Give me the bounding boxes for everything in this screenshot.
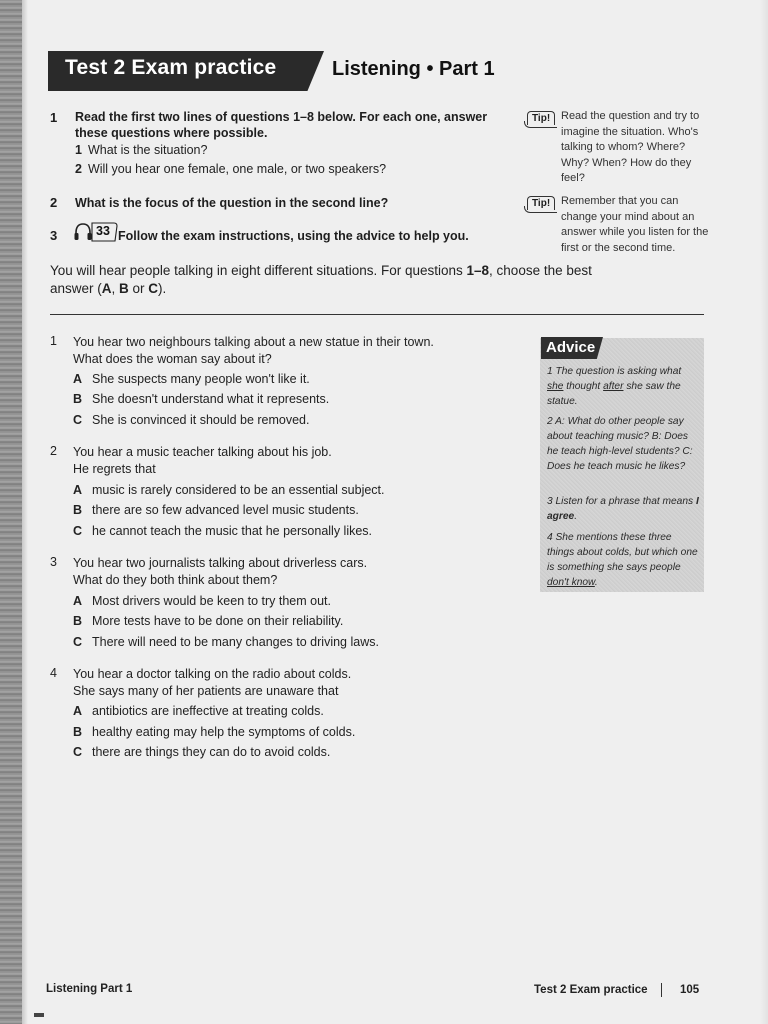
advice-text: she saw the statue. — [547, 381, 681, 407]
question-line: She says many of her patients are unaware that — [73, 684, 339, 698]
banner-title: Test 2 Exam practice — [65, 56, 277, 79]
option-text: music is rarely considered to be an essential subject. — [92, 483, 385, 497]
option-letter: B — [73, 503, 83, 517]
option-text: Most drivers would be keen to try them out. — [92, 594, 331, 608]
answer-option[interactable] — [73, 372, 310, 386]
audio-track-number: 33 — [96, 224, 110, 238]
question-3 — [50, 555, 520, 655]
instruction-number: 3 — [50, 228, 58, 243]
question-line: He regrets that — [73, 462, 156, 476]
question-line: What do they both think about them? — [73, 573, 278, 587]
question-number: 3 — [50, 555, 57, 569]
question-line: You hear two neighbours talking about a new statue in their town. — [73, 335, 434, 349]
advice-item-2: 2 A: What do other people say about teaching music? B: Does he teach high-level students? C: Does he teach music he likes? — [547, 416, 693, 472]
book-spine-shadow — [0, 0, 22, 1024]
option-text: antibiotics are ineffective at treating colds. — [92, 704, 324, 718]
question-number: 4 — [50, 666, 57, 680]
option-letter: C — [73, 413, 83, 427]
advice-text: . — [574, 511, 578, 522]
answer-option[interactable] — [73, 614, 343, 628]
intro-text: You will hear people talking in eight different situations. For questions — [50, 263, 467, 278]
footer-test-label: Test 2 Exam practice — [534, 984, 648, 996]
option-letter: B — [73, 392, 83, 406]
question-line: You hear two journalists talking about driverless cars. — [73, 556, 368, 570]
option-letter: A — [73, 594, 83, 608]
answer-option[interactable] — [73, 392, 329, 406]
advice-item-1 — [547, 364, 699, 409]
instruction-subitem — [75, 143, 207, 157]
section-title: Listening • Part 1 — [332, 58, 495, 80]
advice-text: 4 She mentions these three things about colds, but which one is something she says people — [547, 532, 698, 573]
instruction-text: Follow the exam instructions, using the advice to help you. — [118, 229, 469, 243]
instruction-number: 1 — [50, 110, 58, 125]
tip-tag: Tip! — [527, 111, 555, 125]
option-text: he cannot teach the music that he personally likes. — [92, 524, 373, 538]
subitem-text: What is the situation? — [87, 143, 208, 157]
intro-option: B — [119, 281, 129, 296]
answer-option[interactable] — [73, 704, 324, 718]
answer-option[interactable] — [73, 745, 330, 759]
corner-mark — [34, 1013, 44, 1017]
option-text: There will need to be many changes to driving laws. — [92, 635, 379, 649]
advice-bold: I agree — [547, 496, 699, 522]
question-4 — [50, 666, 520, 766]
answer-option[interactable] — [73, 483, 385, 497]
intro-range: 1–8 — [466, 263, 490, 278]
advice-text: 1 The question is asking what — [547, 366, 682, 377]
option-letter: C — [73, 745, 83, 759]
option-text: there are things they can do to avoid colds. — [92, 745, 331, 759]
intro-text: , choose the best answer ( — [50, 263, 592, 296]
advice-text: thought — [563, 381, 604, 392]
answer-option[interactable] — [73, 524, 372, 538]
option-text: More tests have to be done on their reliability. — [92, 614, 344, 628]
option-letter: B — [73, 614, 83, 628]
question-line: You hear a doctor talking on the radio about colds. — [73, 667, 352, 681]
instruction-subitem — [75, 162, 386, 176]
tip-bracket — [524, 206, 557, 213]
footer-section-label: Listening Part 1 — [46, 983, 133, 995]
advice-underlined: after — [603, 381, 624, 392]
question-line: What does the woman say about it? — [73, 352, 272, 366]
intro-separator: or — [128, 281, 149, 296]
tip-text: Remember that you can change your mind about an answer while you listen for the first or the second time. — [561, 195, 709, 254]
instruction-text: What is the focus of the question in the second line? — [75, 196, 389, 210]
option-text: She is convinced it should be removed. — [92, 413, 310, 427]
intro-text: ). — [158, 281, 167, 296]
question-number: 2 — [50, 444, 57, 458]
question-2 — [50, 444, 520, 544]
advice-text: 3 Listen for a phrase that means — [547, 496, 696, 507]
advice-item-3 — [547, 494, 699, 524]
intro-separator: , — [111, 281, 120, 296]
answer-option[interactable] — [73, 503, 359, 517]
intro-option: C — [148, 281, 159, 296]
option-letter: A — [73, 704, 83, 718]
tip-tag: Tip! — [527, 196, 555, 210]
answer-option[interactable] — [73, 635, 379, 649]
instruction-text: Read the first two lines of questions 1–8 below. For each one, answer these questions where possible. — [75, 110, 488, 140]
advice-underlined: she — [547, 381, 564, 392]
answer-option[interactable] — [73, 725, 355, 739]
page-number: 105 — [680, 984, 700, 996]
exam-instructions-intro — [50, 262, 630, 298]
option-text: She suspects many people won't like it. — [92, 372, 310, 386]
option-text: healthy eating may help the symptoms of colds. — [92, 725, 356, 739]
instruction-number: 2 — [50, 195, 58, 210]
question-1 — [50, 334, 520, 434]
divider-line — [50, 314, 704, 315]
answer-option[interactable] — [73, 413, 310, 427]
subitem-number: 2 — [75, 162, 82, 176]
subitem-text: Will you hear one female, one male, or two speakers? — [87, 162, 387, 176]
advice-text: . — [594, 577, 598, 588]
advice-underlined: don't know — [547, 577, 595, 588]
option-letter: A — [73, 483, 83, 497]
option-text: there are so few advanced level music students. — [92, 503, 359, 517]
answer-option[interactable] — [73, 594, 331, 608]
question-line: You hear a music teacher talking about his job. — [73, 445, 332, 459]
advice-item-4 — [547, 530, 699, 590]
spine-edge — [22, 0, 28, 1024]
intro-option: A — [101, 281, 112, 296]
option-letter: C — [73, 524, 83, 538]
option-letter: A — [73, 372, 83, 386]
option-letter: B — [73, 725, 83, 739]
question-number: 1 — [50, 334, 57, 348]
headphones-audio-icon[interactable] — [74, 222, 118, 242]
advice-title: Advice — [546, 339, 596, 356]
tip-bracket — [524, 121, 557, 128]
option-letter: C — [73, 635, 83, 649]
option-text: She doesn't understand what it represents. — [92, 392, 330, 406]
footer-separator — [661, 983, 662, 997]
subitem-number: 1 — [75, 143, 82, 157]
page-right-edge — [760, 0, 768, 1024]
tip-text: Read the question and try to imagine the situation. Who's talking to whom? Where? Why? When? How do they feel? — [561, 110, 700, 185]
